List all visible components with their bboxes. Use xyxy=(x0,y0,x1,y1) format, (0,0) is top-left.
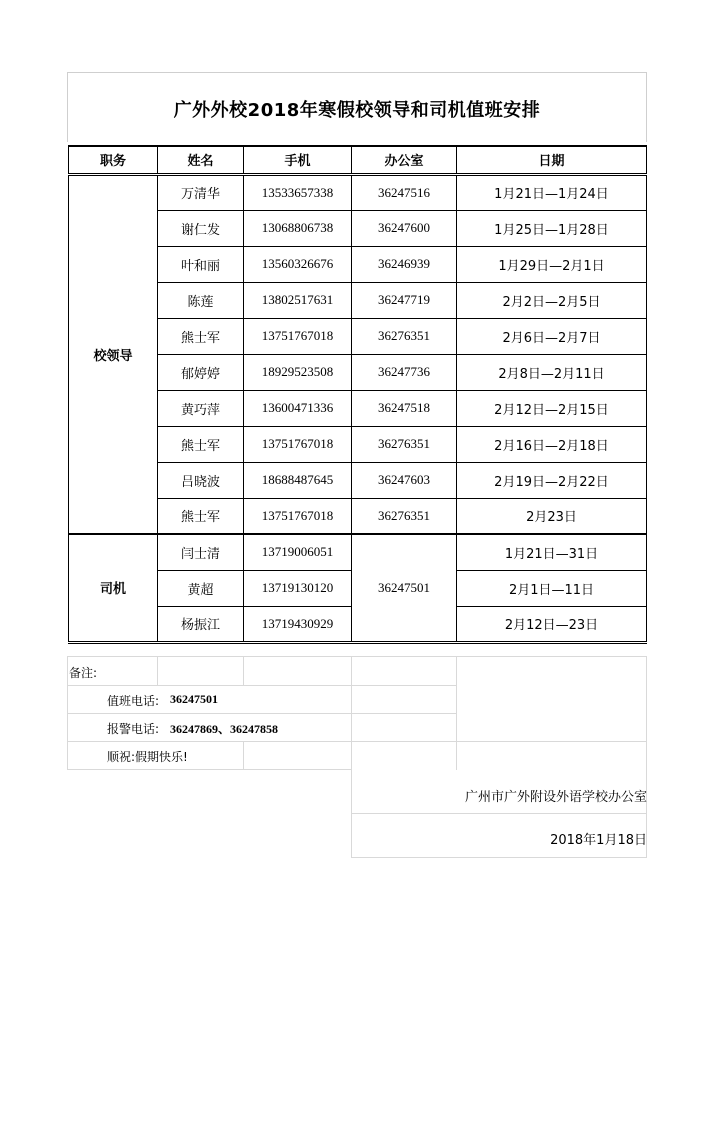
gridline xyxy=(351,857,647,858)
name-cell: 叶和丽 xyxy=(158,246,244,282)
date-cell: 2月12日—2月15日 xyxy=(457,390,647,426)
table-row xyxy=(69,534,647,570)
office-cell: 36247518 xyxy=(352,390,457,426)
gridline xyxy=(67,685,457,686)
header-cell: 手机 xyxy=(244,146,352,174)
date-cell: 1月21日—31日 xyxy=(457,534,647,570)
date-cell: 2月23日 xyxy=(457,498,647,534)
gridline xyxy=(243,741,244,770)
phone-cell: 13600471336 xyxy=(244,390,352,426)
gridline xyxy=(351,813,647,814)
phone-cell: 13719006051 xyxy=(244,534,352,570)
gridline xyxy=(456,656,457,770)
gridline xyxy=(67,741,647,742)
phone-cell: 13068806738 xyxy=(244,210,352,246)
phone-cell: 13560326676 xyxy=(244,246,352,282)
phone-cell: 18688487645 xyxy=(244,462,352,498)
phone-cell: 13751767018 xyxy=(244,426,352,462)
role-cell-leaders: 校领导 xyxy=(69,174,158,534)
date-cell: 2月16日—2月18日 xyxy=(457,426,647,462)
phone-cell: 18929523508 xyxy=(244,354,352,390)
alarm-phone-value: 36247869、36247858 xyxy=(170,722,279,736)
office-cell: 36247600 xyxy=(352,210,457,246)
office-cell: 36247736 xyxy=(352,354,457,390)
date-cell: 2月1日—11日 xyxy=(457,570,647,606)
name-cell: 杨振江 xyxy=(158,606,244,642)
office-cell: 36247516 xyxy=(352,174,457,210)
header-cell: 办公室 xyxy=(352,146,457,174)
name-cell: 郁婷婷 xyxy=(158,354,244,390)
signature-org: 广州市广外附设外语学校办公室 xyxy=(464,790,647,805)
gridline xyxy=(67,656,647,657)
date-cell: 2月19日—2月22日 xyxy=(457,462,647,498)
date-cell: 1月25日—1月28日 xyxy=(457,210,647,246)
office-cell: 36276351 xyxy=(352,426,457,462)
gridline xyxy=(67,769,351,770)
date-cell: 2月2日—2月5日 xyxy=(457,282,647,318)
office-cell-drivers: 36247501 xyxy=(352,534,457,642)
date-cell: 1月29日—2月1日 xyxy=(457,246,647,282)
gridline xyxy=(351,656,352,858)
duty-phone-value: 36247501 xyxy=(170,692,218,706)
name-cell: 吕晓波 xyxy=(158,462,244,498)
name-cell: 熊士军 xyxy=(158,498,244,534)
alarm-phone-label: 报警电话: xyxy=(107,722,160,736)
wishes-text: 顺祝:假期快乐! xyxy=(107,750,188,764)
phone-cell: 13751767018 xyxy=(244,498,352,534)
header-cell: 日期 xyxy=(457,146,647,174)
gridline xyxy=(646,656,647,858)
name-cell: 闫士清 xyxy=(158,534,244,570)
office-cell: 36247719 xyxy=(352,282,457,318)
gridline xyxy=(67,656,68,770)
page-title: 广外外校2018年寒假校领导和司机值班安排 xyxy=(173,100,541,121)
phone-cell: 13719130120 xyxy=(244,570,352,606)
table-row xyxy=(69,174,647,210)
duty-table xyxy=(68,145,647,644)
signature-date: 2018年1月18日 xyxy=(550,833,647,848)
table-header-row xyxy=(69,146,647,174)
duty-phone-label: 值班电话: xyxy=(107,694,160,708)
gridline xyxy=(157,656,158,685)
header-cell: 姓名 xyxy=(158,146,244,174)
role-cell-drivers: 司机 xyxy=(69,534,158,642)
office-cell: 36276351 xyxy=(352,498,457,534)
name-cell: 熊士军 xyxy=(158,318,244,354)
name-cell: 陈莲 xyxy=(158,282,244,318)
office-cell: 36247603 xyxy=(352,462,457,498)
notes-label: 备注: xyxy=(69,666,98,680)
date-cell: 2月6日—2月7日 xyxy=(457,318,647,354)
office-cell: 36276351 xyxy=(352,318,457,354)
gridline xyxy=(243,656,244,685)
phone-cell: 13802517631 xyxy=(244,282,352,318)
date-cell: 2月8日—2月11日 xyxy=(457,354,647,390)
date-cell: 2月12日—23日 xyxy=(457,606,647,642)
date-cell: 1月21日—1月24日 xyxy=(457,174,647,210)
phone-cell: 13719430929 xyxy=(244,606,352,642)
name-cell: 黄超 xyxy=(158,570,244,606)
office-cell: 36246939 xyxy=(352,246,457,282)
header-cell: 职务 xyxy=(69,146,158,174)
name-cell: 万清华 xyxy=(158,174,244,210)
phone-cell: 13751767018 xyxy=(244,318,352,354)
phone-cell: 13533657338 xyxy=(244,174,352,210)
name-cell: 黄巧萍 xyxy=(158,390,244,426)
name-cell: 谢仁发 xyxy=(158,210,244,246)
gridline xyxy=(67,713,457,714)
name-cell: 熊士军 xyxy=(158,426,244,462)
